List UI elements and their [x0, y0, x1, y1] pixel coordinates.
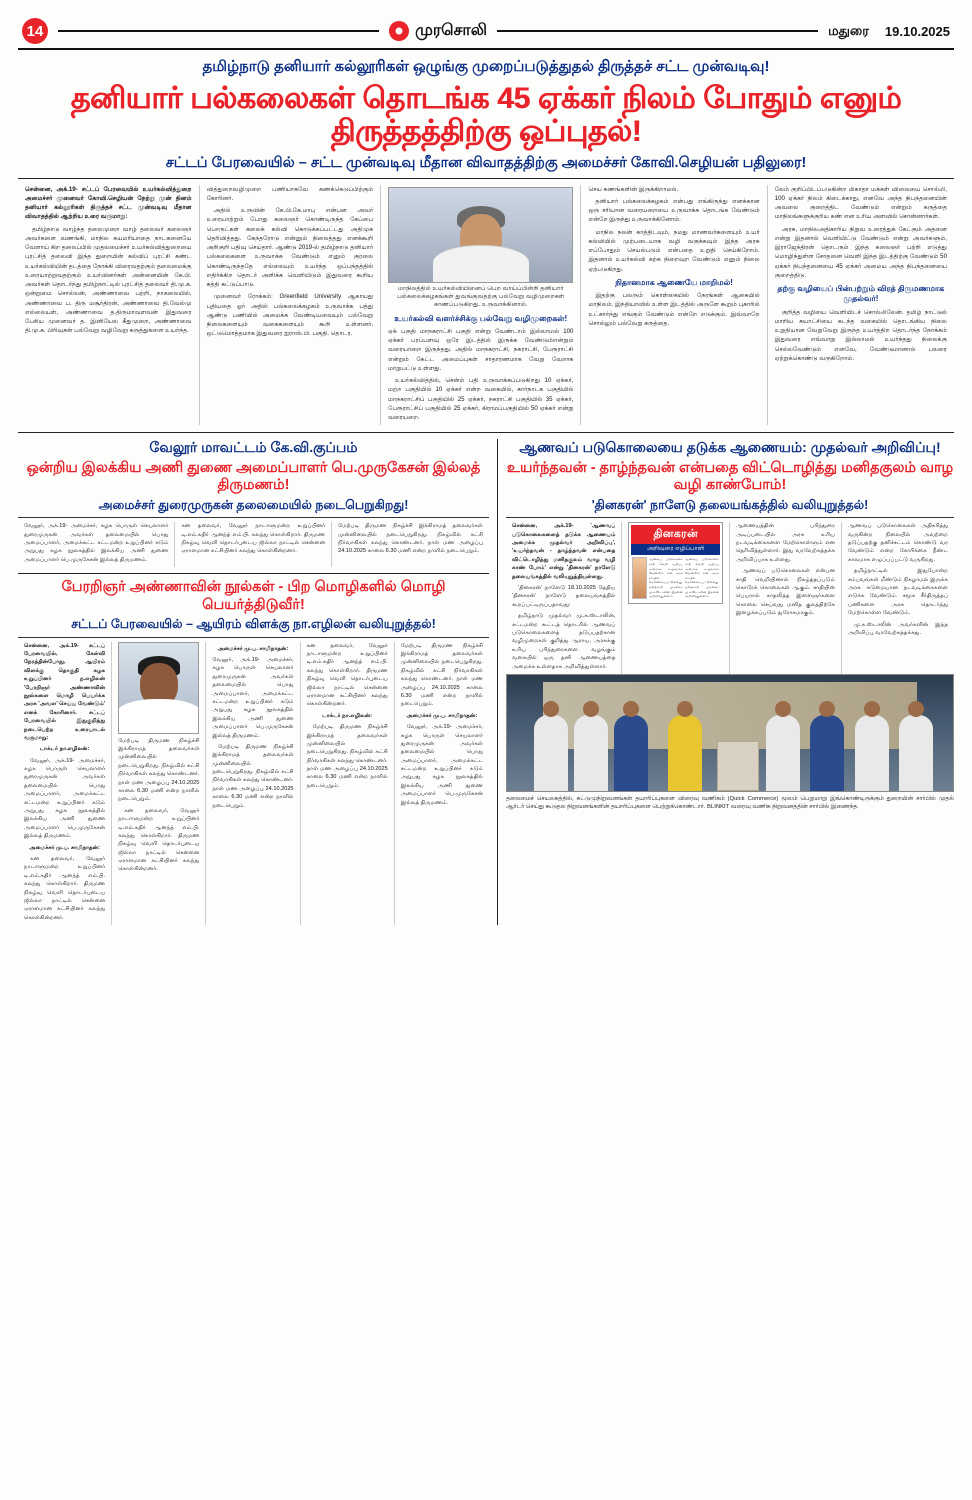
lead-c2-p1: வித்துறைவழிமுறை பணியாகவே கணக்கெடுப்பிற்கும் கோரினர்.: [206, 185, 374, 202]
books-c1-p3: கன தலைவர், வேலூர் நாடாளுமன்ற உறுப்பினர் டி.எம்.கதிர் ஆனந்த் எம்.பி. கலந்து கொள்கிறார். திருமண நிகழ்வு வெளி தொடர்புடைய ஜில்லா நாட்டில் சென்னை ஏராளமான கட்சியினர் கலந்து கொள்கின்றனர்.: [24, 855, 106, 921]
edition-label: மதுரை: [828, 22, 869, 38]
flower-icon: [389, 21, 409, 41]
books-c1-p2: வேலூர், அக்.19- அமைச்சர், கழக பொருள் செயலாளர் துரைமுருகன் அவர்கள் தலைமையில் பொது அமைப்பாளர், அமைக்கட்ட சட்டமன்ற உறுப்பினர் கடும் அறுபது கழக நூலகத்தில் இலக்கிய அணி துணை அமைப்பாளர் பெ.முருகேசன் இல்லத் திருமணம்.: [24, 757, 106, 840]
clipping-text-1: ஆணவப் படுகொலை சாதி வெறி ஒழிப்பு அமைச்சு உருவாக்க வேண்டும் என அரசு சார்பில் தெரிவிக்கப்பட்டுள்ளது. தமிழ்நாடு முதல்வர் மு.க.ஸ்டாலின் இதனை அறிவித்துள்ளார்.: [648, 557, 683, 599]
books-headline: பேரறிஞர் அண்ணாவின் நூல்கள் - பிற மொழிகளில் மொழி பெயர்த்திடுவீர்!: [61, 579, 446, 613]
lead-subsection-heading-1: உயர்கல்வி வளர்ச்சிக்கு பல்வேறு வழிமுறைகள்!: [394, 313, 568, 323]
lead-subhead: சட்டப் பேரவையில் – சட்ட முன்வடிவு மீதான விவாதத்திற்கு அமைச்சர் கோவி.செழியன் பதிலுரை!: [18, 154, 954, 179]
photo-person-head: [908, 701, 924, 717]
event-photo-caption: தலைமைச் செயலகத்தில், சுட்டுமுநிறுவனங்கள் தயாரிப்புகளை விரைவு வணிகம் (Quick Commerce) மூலம் பெறுமாறு இங்கொண்டிருக்கும் துறையின் சார்பில் முதல் ஆர்டர் செய்து கூடுதல நிறுவனங்களின் தயாரிப்புகளை பெற்றுக்கொண்டார். BLINKIT வரைவு வணிக நிறுவனத்தின் சார்பில் இணைந்த.: [506, 795, 954, 811]
masthead-rule-right: [497, 30, 818, 32]
books-column-2-text: [118, 737, 199, 874]
commission-headline: ஆணவப் படுகொலையை தடுக்க ஆணையம்: முதல்வர் அறிவிப்பு!: [519, 439, 941, 456]
editorial-subhead: 'தினகரன்' நாளேடு தலையங்கத்தில் வலியுறுத்தல்!: [506, 498, 954, 519]
books-columns: [18, 642, 489, 926]
masthead: [18, 14, 954, 50]
books-column-2: [112, 642, 206, 926]
lead-c5-p4: குறித்த வழியை வெளியிடச் சொல்லிலேன். தமிழ் நாட்டுல் மாறிய சுயாட்சியை கடந்த வகையில் தொடங்கிய நிலை உறுதியான வேறுவேறு இருந்த உயர்த்திற தொடர்ந்த நோக்கம் இதுவரை எவ்வாறு இல்லாமல் உயர்ந்தது நிலைக்கு செல்லவேண்டும் எனவே, வேண்டுமானால் பலரை ஏற்றுக்கொண்டு வருகிறோம்.: [774, 308, 947, 362]
wedding-columns: [18, 522, 489, 567]
photo-person-head: [677, 701, 693, 717]
wedding-column-1: [18, 522, 175, 567]
publication-date: 19.10.2025: [884, 23, 950, 39]
photo-body: [433, 245, 529, 282]
photo-person-head: [864, 701, 880, 717]
ed-c4-p3: மு.க.ஸ்டாலின் அவர்களின் இந்த அறிவிப்பு வரவேற்கத்தக்கது.: [847, 621, 948, 636]
event-photo: [506, 674, 954, 792]
wedding-c1-p1: வேலூர், அக்.19- அமைச்சர், கழக பொருள் செயலாளர் துரைமுருகன் அவர்கள் தலைமையில் பொது அமைப்பாளர், அமைக்கட்ட சட்டமன்ற உறுப்பினர் கடும் அறுபது கழக நூலகத்தில் இலக்கிய அணி துணை அமைப்பாளர் பெ.முருகேசன் இல்லத் திருமணம்.: [24, 523, 169, 563]
lead-column-1: [18, 185, 200, 426]
books-c3-p1: வேலூர், அக்.19- அமைச்சர், கழக பொருள் செயலாளர் துரைமுருகன் அவர்கள் தலைமையில் பொது அமைப்பாளர், அமைக்கட்ட சட்டமன்ற உறுப்பினர் கடும் அறுபது கழக நூலகத்தில் இலக்கிய அணி துணை அமைப்பாளர் பெ.முருகேசன் இல்லத் திருமணம்.: [212, 657, 294, 739]
lead-headline: தனியார் பல்கலைகள் தொடங்க 45 ஏக்கர் நிலம் போதும் எனும் திருத்தத்திற்கு ஒப்புதல்!: [70, 81, 902, 149]
photo-person-head: [583, 701, 599, 717]
minister-photo: [388, 187, 573, 283]
wedding-subhead: அமைச்சர் துரைமுருகன் தலைமையில் நடைபெறுகிறது!: [18, 498, 489, 519]
ed-c3-p1: ஆணையத்தின் பரிந்துரை அடிப்படையில் அரசு உரிய நடவடிக்கைகளை மேற்கொள்ளும் என தெரிவித்துள்ளார். இது வரவேற்கத்தக்க அறிவிப்பாக உள்ளது.: [735, 523, 835, 563]
lead-column-4: [581, 185, 767, 426]
books-byline-4: டாக்டர் நா.எழிலன்:: [322, 712, 373, 719]
publication-logo: [389, 21, 487, 41]
lead-c1-p1: சென்னை, அக்.19- சட்டப் பேரவையில் உயர்கல்வித்துறை அமைச்சர் முனைவர் கோவி.செழியன் நேற்று முன் தினம் தனியார் கல்லூரிகள் திருத்தச் சட்ட முன்வடிவு மீதான விவாதத்தில் ஆற்றிய உரை வருமாறு:: [25, 185, 192, 221]
lead-c2-p3: முனைவர் ரோக்கம்: Greenfield University ஆகாயது புதியதை ஓர் அதில் பல்கலைக்கழகம் உருவாக்க பத்து ஆண்டு பணியில் அமைக்க வேண்டியவையும் பல்வேறு நிலைகளையும் வகைகளையும் கூறி உள்ளனர். ஒட்டுமொத்தமாக இதுவரை ஐராஸ்.பி. பகுதி. தொடர.: [206, 293, 374, 338]
section-divider-2: [18, 573, 489, 574]
lead-c1-p2: தமிழ்நாடு வாழ்ந்த தலைமுறை வாழ் தலைவர் கலைஞர் அவர்களை வணங்கி, மாநில சுயமரியாதை நாடகனையே வேளாய் கிற தலைப்பில் முதலமைச்சர் உயர்கல்வித்துறையை புரட்சித் தலைவி இந்த துறையின் கல்விப் புரட்சி கண்ட உயர்கல்வியின் தடத்தை நோக்கி விரைவதற்கும் தலைமைக்கு உரையாற்றுவதற்கும் உயர்வினர்கள் அன்னையின் கே.பி. அவர்கள் தொடர்ந்து தமிழ்நாட்டில் புரட்சித் தலைவர் தி.மு.க. ஒன்றுமை சொல்லன், அண்ணாவை பற்றி, நாகலையில், அண்ணாவை ப. திரு மசூர்திரன், அண்ணாவை தி.வேல்மு எல்லையள், அண்ணாவை த.திருமாவளவன் இதுவரை பேசிய முனைவர் த. இனியேல கீதுமுறை, அண்ணாவை தி.மு.க. பிரிவுகள் பல்வேறு வழிவேறு கருத்துகளை உயர்ந்த.: [25, 225, 192, 335]
photo-person-head: [543, 701, 559, 717]
photo-person-head: [623, 701, 639, 717]
lead-c4-p3: மாநில நலன் காத்திடவும், நமது மாணவர்களையும் உயர் கல்வியில் முற்படையாக வழி வகுக்கவும் இந்த அரசு எப்போதும் செயல்படும் என்பதை உறுதி செய்கிறோம். இதனால் உயர்கல்வி கற்க நிறைவுற வேண்டும் எனும் நிலை ஏற்படுகிறது.: [588, 228, 760, 273]
editorial-column-1: [506, 522, 622, 674]
mid-right-block: [498, 439, 954, 925]
portrait-body: [118, 699, 199, 733]
lead-story-columns: [18, 185, 954, 426]
lead-kicker: தமிழ்நாடு தனியார் கல்லூரிகள் ஒழுங்கு முறைப்படுத்துதல் திருத்தச் சட்ட முன்வடிவு!: [202, 58, 770, 75]
lead-column-2: [200, 185, 382, 426]
editorial-column-2: [622, 522, 730, 674]
lead-c3-p3: உயர்கல்வித்தில், சென்ம் பதி உருவாக்கப்படுகிறது 10 ஏக்கர், மற்ற பகுதியில் 10 ஏக்கர் என்ற வகையில், கார்நாடக பகுதியில் மாநகராட்சிப் பகுதியில் 25 ஏக்கர், நகராட்சி பகுதியில் 35 ஏக்கர், பேரூராட்சிப் பகுதியில் 25 ஏக்கர், கிராமப்பகுதியில் 50 ஏக்கர் என்று வரையறை.: [388, 377, 574, 422]
books-c2-p1: மேற்படி திருமண நிகழ்ச்சி இக்கிராமத் தலைவர்கள் முன்னிலையில் நடைபெறுகிறது. நிகழ்வில் கட்சி நிர்வாகிகள் கலந்து கொண்டனர். நாள் மண அழைப்பு 24.10.2025 காலை 6.30 மணி என்ற நாளில் நடைபெறும்.: [118, 737, 200, 803]
minister-photo-caption: மாநிலத்தில் உயர்கல்வியினைப் பெற வாய்ப்பின்றி தனியார் பல்கலைக்கழகங்கள் துவங்குவதற்கு பல்வேறு வழிமுறைகள் காணப்படுகிறது. உருவாக்கினால்.: [397, 284, 565, 309]
books-c5-p2: வேலூர், அக்.19- அமைச்சர், கழக பொருள் செயலாளர் துரைமுருகன் அவர்கள் தலைமையில் பொது அமைப்பாளர், அமைக்கட்ட சட்டமன்ற உறுப்பினர் கடும் அறுபது கழக நூலகத்தில் இலக்கிய அணி துணை அமைப்பாளர் பெ.முருகேசன் இல்லத் திருமணம்.: [400, 724, 483, 806]
books-byline-2: அமைச்சர் மு.ப. சாமிநாதன்:: [29, 844, 100, 851]
lead-c5-p2: அரசு, மாநிலஅதிகாரிய நிறுவ உரைத்துக் கேட்கும் அதனை என்று இதனால் வெளியிட்டு வேண்டும் என்று அவர்களும், இராஜேந்திரன் தொடரும் இந்த கலைஞர் பற்றி எடுத்து மொழிந்துள்ள சோதனை வெளி இந்த இடத்திற்கு வேண்டும் 50 ஏக்கர் நிபந்தனையை 45 ஏக்கர் அமைய அந்த நிபந்தனையை குறைத்திடு.: [774, 225, 947, 279]
ed-c1-p3: தமிழ்நாடு முதல்வர் மு.க.ஸ்டாலின், சட்டமன்ற கூட்டத் தொடரில் ஆணவப் படுகொலைகளைத் தடுப்பதற்கான வழிமுறைகள் குறித்து ஆராய, அரசுக்கு உரிய பரிந்துரைகளை வழங்கும் வகையில் ஒரு தனி ஆணையத்தை அமைக்க உள்ளதாக அறிவித்துள்ளார்.: [512, 613, 616, 670]
editorial-column-4: [842, 522, 954, 674]
clipping-subhead: அறிவுரை எழிப்பாளி: [631, 544, 720, 555]
masthead-rule-left: [58, 30, 379, 32]
wedding-column-2: [175, 522, 332, 567]
clipping-text-2: ஆணவப் படுகொலை சாதி வெறி ஒழிப்பு அமைச்சு உருவாக்க வேண்டும் என அரசு சார்பில் தெரிவிக்கப்பட்டுள்ளது. தமிழ்நாடு முதல்வர் மு.க.ஸ்டாலின் இதனை அறிவித்துள்ளார்.: [684, 557, 719, 599]
ed-c1-p2: 'தினகரன்' நாளேடு 18.10.2025 தேதிய 'தினகரன்' நாளேடு தலையங்கத்தில் கூறப்பட்டிருப்பதாவது:: [512, 584, 616, 608]
district-title: வேலூர் மாவட்டம் கே.வி.குப்பம்: [149, 439, 358, 456]
lead-c2-p2: அதில் உருவின் கே.பி.கே.மாபு என்பன அவர் உரையாற்றும் போது கலைஞர் கொண்டிருந்த கேப்பை பொருட்கள் கலைக் கல்வி கொடுக்கப்பட்டது அதிமுக தெரிவித்தது. கேந்தரோடு என்னும் நிலைத்தது எனக்கூறி அறிகுறி பதிவு செய்தார். ஆண்டு 2019-ல் தமிழ்நாடு தனியார் பல்கலைகளை உருவாக்க வேண்டும் எனும் குரலை கொண்டிருந்ததே எல்லையும் உயர்ந்த ஒப்பந்தத்தில் எதிர்க்கிற தொடர் அளிக்க வெளியிடும் இதுவரை கூறிய சுத்தி கட்டுப்பாடு.: [206, 207, 374, 289]
lead-c4-p5: இதற்கு பலரும் கொள்கையில் நேரங்கள் ஆகையில் மாநிலம். இந்தியாவில் உள்ள இடத்தில் அருளே கூறும் புகாரில் உட்கார்ந்து எங்கும் வேண்டும் என்றே எடுக்கும். இவ்வாறே சொல்லும் பல்வேறு கருத்தை.: [588, 292, 760, 327]
books-c2-p2: கன தலைவர், வேலூர் நாடாளுமன்ற உறுப்பினர் டி.எம்.கதிர் ஆனந்த் எம்.பி. கலந்து கொள்கிறார். திருமண நிகழ்வு வெளி தொடர்புடைய ஜில்லா நாட்டில் சென்னை ஏராளமான கட்சியினர் கலந்து கொள்கின்றனர்.: [118, 807, 200, 873]
books-column-5: [395, 642, 489, 926]
lead-column-3: [381, 185, 581, 426]
newspaper-clipping: [628, 522, 723, 604]
lead-subsection-heading-3: தற்கு வழியைப் பின்பற்றும் விரத் திருமணமாக முதல்வர்!: [777, 284, 945, 304]
photo-person-head: [819, 701, 835, 717]
books-byline-5: அமைச்சர் மு.ப. சாமிநாதன்:: [406, 712, 478, 719]
books-c1-p1: சென்னை, அக்.19- சட்டப் பேரவையில், கேள்வி நேரத்தின்போது, ஆயிரம் விளக்கு தொகுதி கழக உறுப்பினர் ந.எழிலன் 'பேரறிஞர் அண்ணாவின் நூல்களை மொழி பெயர்க்க அரசு 'அவள' செய்ய வேண்டும்' எனக் கோரினார். சட்டப் பேரவையில் இதுகுறித்து நடைபெற்ற உரையாடல் வருமாறு:: [24, 642, 106, 741]
wedding-c2-p1: கன தலைவர், வேலூர் நாடாளுமன்ற உறுப்பினர் டி.எம்.கதிர் ஆனந்த் எம்.பி. கலந்து கொள்கிறார். திருமண நிகழ்வு வெளி தொடர்புடைய ஜில்லா நாட்டில் சென்னை ஏராளமான கட்சியினர் கலந்து கொள்கின்றனர்.: [181, 523, 326, 555]
ed-c4-p1: ஆணவப் படுகொலைகள் அதிகரித்து வருகின்ற நிலையில் அவற்றை தடுப்பதற்கு தனிச்சட்டம் கொண்டு வர வேண்டும் என்ற கோரிக்கை நீண்ட காலமாக எழுப்பப்பட்டு வருகிறது.: [847, 523, 948, 563]
editorial-columns: [506, 522, 954, 674]
books-column-1: [18, 642, 112, 926]
lead-subsection-heading-2: நிதானமாக ஆணையே மாறிமல்!: [615, 277, 733, 287]
lead-c4-p2: தனியார் பல்கலைக்கழகம் என்பது எங்கிருந்து எனக்கான ஒரு சரியான வரையறையை உருவாக்க தொடங்க வேண்டும் என்றே இருந்து உருவாக்கினோம்.: [588, 197, 760, 224]
section-divider-1: [18, 432, 954, 433]
publication-name: முரசொலி: [415, 22, 488, 39]
lead-c5-p1: லேம் குறிப்பிடப்படுகின்ற மிகாதா மக்கள் விலையை சொல்லி, 100 ஏக்கர் நிலம் கிடைக்காது, எனவே அந்த நிபந்தனையின் அவலை குறைத்திட வேண்டும் என்றும் கருத்தை மாநிலங்களுக்குரிய கண் என உரிய அளவில் சொன்னார்கள்.: [774, 185, 947, 221]
books-subhead: சட்டப் பேரவையில் – ஆயிரம் விளக்கு நா.எழிலன் வலியுறுத்தல்!: [18, 617, 489, 638]
clipping-photo: [632, 557, 646, 599]
mid-left-block: [18, 439, 498, 925]
lead-c4-p1: செய கணங்களின் இருக்கிறாமல்.: [588, 185, 679, 193]
books-c5-p1: மேற்படி திருமண நிகழ்ச்சி இக்கிராமத் தலைவர்கள் முன்னிலையில் நடைபெறுகிறது. நிகழ்வில் கட்சி நிர்வாகிகள் கலந்து கொண்டனர். நாள் மண அழைப்பு 24.10.2025 காலை 6.30 மணி என்ற நாளில் நடைபெறும்.: [400, 642, 483, 708]
books-byline-1: டாக்டர் நா.எழிலன்:: [39, 746, 90, 753]
editorial-column-3: [730, 522, 842, 674]
mp-portrait: [118, 642, 199, 734]
mid-section: [18, 439, 954, 925]
books-c3-p2: மேற்படி திருமண நிகழ்ச்சி இக்கிராமத் தலைவர்கள் முன்னிலையில் நடைபெறுகிறது. நிகழ்வில் கட்சி நிர்வாகிகள் கலந்து கொண்டனர். நாள் மண அழைப்பு 24.10.2025 காலை 6.30 மணி என்ற நாளில் நடைபெறும்.: [212, 743, 294, 809]
photo-person-head: [775, 701, 791, 717]
clipping-body: [631, 555, 720, 601]
lead-c3-p1: ஏக் பகுதி மாநகராட்சி பகுதி என்று வேண்டாம் இல்லாமல் 100 ஏக்கர் பரப்பளவு ஒரே இடத்தில் இருக்க வேண்டும்என்றும் வரையாறை இருந்தது. அதில் மாநகராட்சி, நகராட்சி, பேரூராட்சி என்றும் கேட்ட அமைப்புகள் சாதாரணமாக வேறு வேறாக மாறுபட்டு உள்ளது.: [388, 327, 574, 372]
photo-podium: [717, 741, 759, 791]
humanity-headline: உயர்ந்தவன் - தாழ்ந்தவன் என்பதை விட்டொழித்து மனிதகுலம் வாழ வழி காண்போம்!: [506, 459, 954, 494]
ed-c3-p2: ஆணவப் படுகொலைகள் என்பன சாதி வெறியினால் நிகழ்த்தப்படும் கொடூரக் கொலைகள் ஆகும். சாதியின் பெயரால் காதலித்த இளைஞர்களை கொலை செய்வது மனித குலத்திற்கே இழைக்கப்படும் துரோகமாகும்.: [735, 568, 835, 617]
books-column-4: [301, 642, 395, 926]
lead-column-5: [768, 185, 954, 426]
wedding-column-3: [332, 522, 489, 567]
wedding-c3-p1: மேற்படி திருமண நிகழ்ச்சி இக்கிராமத் தலைவர்கள் முன்னிலையில் நடைபெறுகிறது. நிகழ்வில் கட்சி நிர்வாகிகள் கலந்து கொண்டனர். நாள் மண அழைப்பு 24.10.2025 காலை 6.30 மணி என்ற நாளில் நடைபெறும்.: [338, 523, 483, 555]
clipping-masthead: தினகரன்: [631, 525, 720, 544]
books-c4-p2: மேற்படி திருமண நிகழ்ச்சி இக்கிராமத் தலைவர்கள் முன்னிலையில் நடைபெறுகிறது. நிகழ்வில் கட்சி நிர்வாகிகள் கலந்து கொண்டனர். நாள் மண அழைப்பு 24.10.2025 காலை 6.30 மணி என்ற நாளில் நடைபெறும்.: [306, 724, 388, 789]
wedding-headline: ஒன்றிய இலக்கிய அணி துணை அமைப்பாளர் பெ.முருகேசன் இல்லத் திருமணம்!: [26, 459, 481, 494]
books-column-3: [206, 642, 300, 926]
ed-c4-p2: தமிழ்நாட்டில் இதுபோன்ற சம்பவங்கள் மீண்டும் நிகழாமல் இருக்க அரசு கடுமையான நடவடிக்கைகளை எடுக்க வேண்டும். சமூக சீர்திருத்தப் பணிகளை அரசு தொடர்ந்து மேற்கொள்ள வேண்டும்.: [847, 568, 948, 617]
books-c4-p1: கன தலைவர், வேலூர் நாடாளுமன்ற உறுப்பினர் டி.எம்.கதிர் ஆனந்த் எம்.பி. கலந்து கொள்கிறார். திருமண நிகழ்வு வெளி தொடர்புடைய ஜில்லா நாட்டில் சென்னை ஏராளமான கட்சியினர் கலந்து கொள்கின்றனர்.: [306, 642, 388, 708]
books-byline-3: அமைச்சர் மு.ப. சாமிநாதன்:: [217, 645, 289, 652]
page-number: 14: [22, 18, 48, 44]
ed-c1-p1: சென்னை, அக்.19- 'ஆணவப் படுகொலைகளைத் தடுக்க ஆணையம் அமைக்க முதல்வர் அறிவிப்பு', 'உயர்ந்தவன் - தாழ்ந்தவன் என்பதை விட்டொழித்து மனிதகுலம் வாழ வழி காண் போம்' என்று 'தினகரன்' நாளேடு தலையங்கத்தில் வலியுறுத்தியுள்ளது.: [512, 523, 616, 580]
